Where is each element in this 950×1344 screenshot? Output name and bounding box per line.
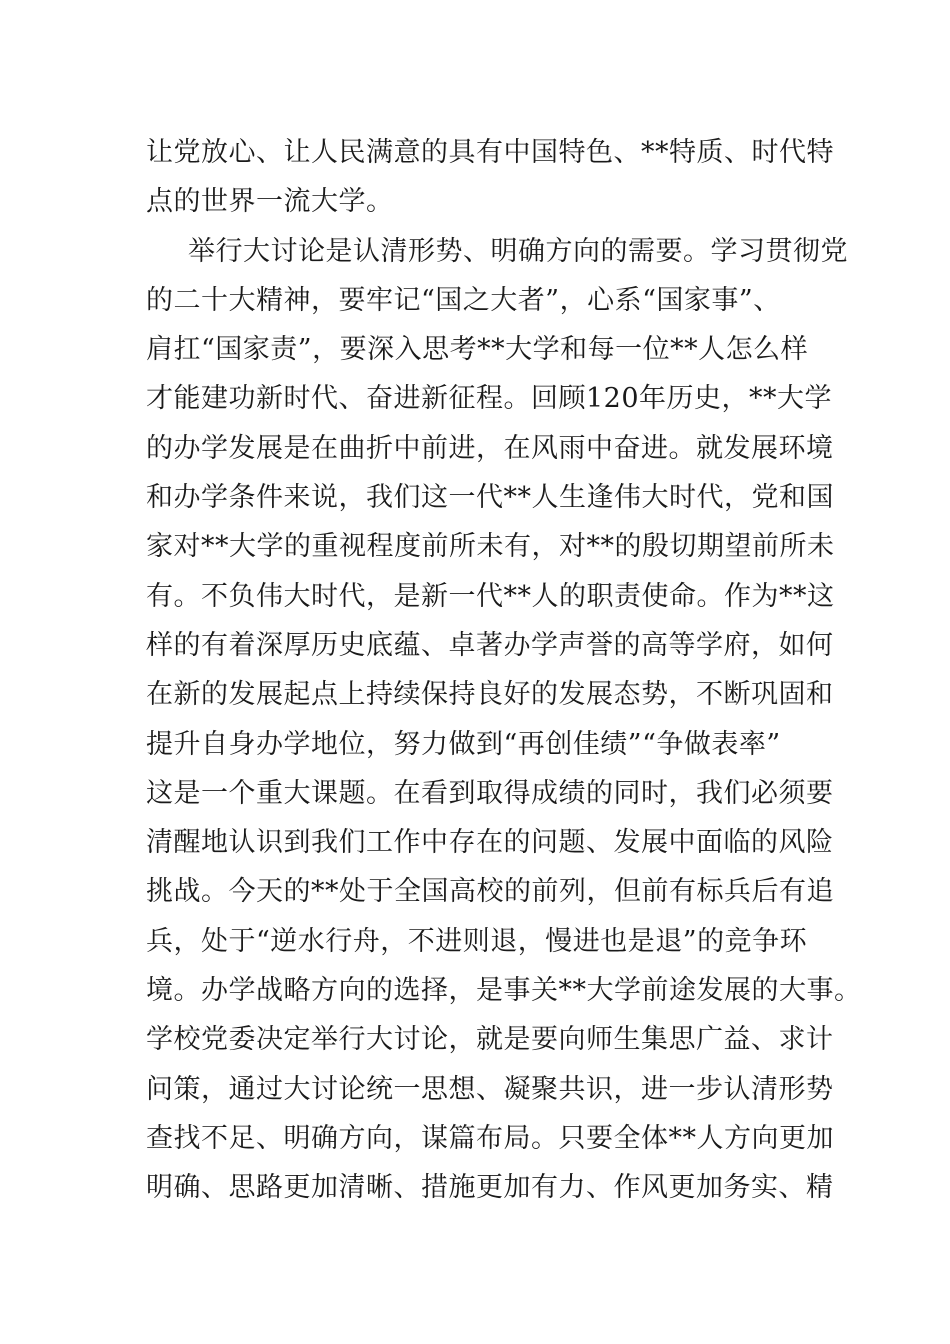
paragraph-start-line: 举行大讨论是认清形势、明确方向的需要。学习贯彻党 <box>188 235 848 267</box>
text-line: 清醒地认识到我们工作中存在的问题、发展中面临的风险 <box>146 827 834 859</box>
text-line: 的二十大精神，要牢记“国之大者”，心系“国家事”、 <box>146 284 781 316</box>
text-line: 和办学条件来说，我们这一代**人生逢伟大时代，党和国 <box>146 482 834 514</box>
text-line: 有。不负伟大时代，是新一代**人的职责使命。作为**这 <box>146 580 835 612</box>
text-line: 兵，处于“逆水行舟，不进则退，慢进也是退”的竞争环 <box>146 925 808 957</box>
text-line: 肩扛“国家责”，要深入思考**大学和每一位**人怎么样 <box>146 334 809 366</box>
text-line: 让党放心、让人民满意的具有中国特色、**特质、时代特 <box>146 137 834 168</box>
text-line: 问策，通过大讨论统一思想、凝聚共识，进一步认清形势 <box>146 1073 834 1105</box>
text-line: 这是一个重大课题。在看到取得成绩的同时，我们必须要 <box>146 777 834 809</box>
text-line: 明确、思路更加清晰、措施更加有力、作风更加务实、精 <box>146 1172 834 1204</box>
body-text <box>146 128 862 1213</box>
text-line: 样的有着深厚历史底蕴、卓著办学声誉的高等学府，如何 <box>146 629 834 661</box>
text-line: 家对**大学的重视程度前所未有，对**的殷切期望前所未 <box>146 531 835 563</box>
text-line: 挑战。今天的**处于全国高校的前列，但前有标兵后有追 <box>146 876 834 908</box>
text-line: 才能建功新时代、奋进新征程。回顾120年历史，**大学 <box>146 383 833 415</box>
text-line: 学校党委决定举行大讨论，就是要向师生集思广益、求计 <box>146 1024 834 1056</box>
text-line: 境。办学战略方向的选择，是事关**大学前途发展的大事。 <box>146 975 862 1007</box>
text-line: 查找不足、明确方向，谋篇布局。只要全体**人方向更加 <box>146 1122 834 1154</box>
text-line: 的办学发展是在曲折中前进，在风雨中奋进。就发展环境 <box>146 432 834 464</box>
text-line: 提升自身办学地位，努力做到“再创佳绩”“争做表率” <box>146 728 781 760</box>
text-line: 点的世界一流大学。 <box>146 186 394 218</box>
text-line: 在新的发展起点上持续保持良好的发展态势，不断巩固和 <box>146 679 834 711</box>
